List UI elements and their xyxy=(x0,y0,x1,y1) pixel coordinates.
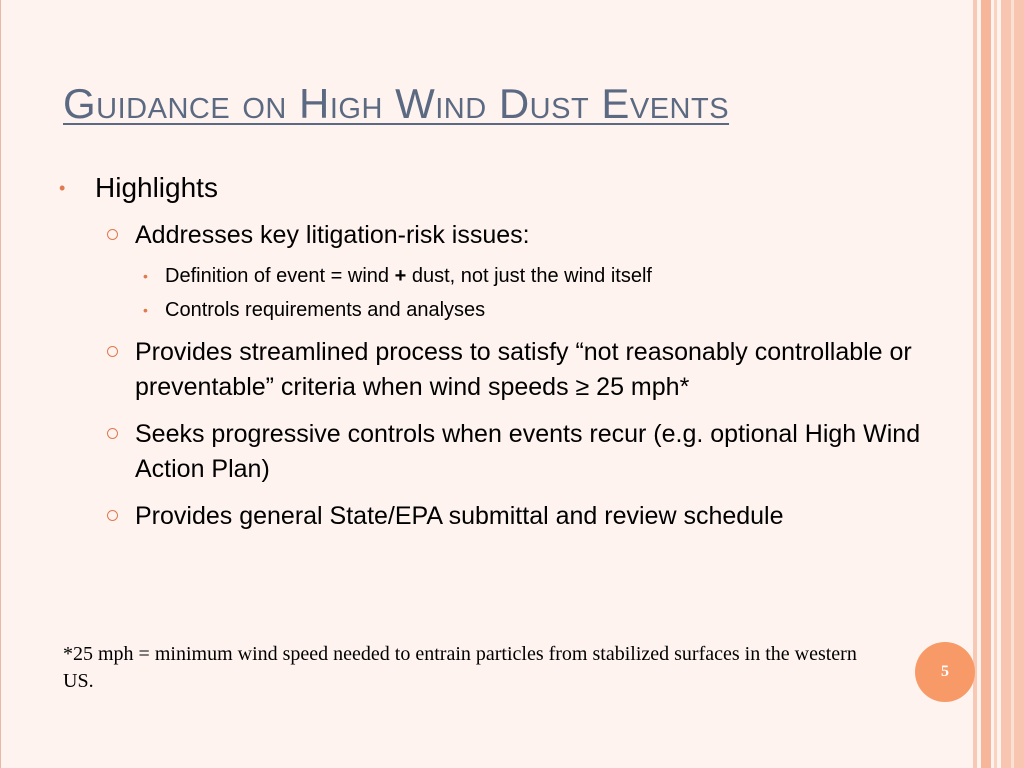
bullet-circle-icon xyxy=(107,428,118,439)
page-number-badge: 5 xyxy=(915,642,975,702)
bullet-item-controls-requirements xyxy=(59,297,939,323)
decorative-stripe xyxy=(981,0,991,768)
bullet-dot-icon: • xyxy=(143,302,148,318)
decorative-stripe xyxy=(994,0,997,768)
bullet-text: Provides streamlined process to satisfy “not reasonably controllable or preventable” criteria when wind speeds ≥ 25 mph* xyxy=(135,338,912,401)
bullet-item-highlights xyxy=(59,170,939,206)
plus-sign: + xyxy=(394,265,407,287)
bullet-item-definition-of-event xyxy=(59,263,939,289)
bullet-list xyxy=(59,170,939,534)
bullet-text: Seeks progressive controls when events recur (e.g. optional High Wind Action Plan) xyxy=(135,420,921,483)
decorative-stripe xyxy=(973,0,977,768)
bullet-circle-icon xyxy=(107,346,118,357)
bullet-item-addresses-key-issues xyxy=(59,218,939,253)
footnote: *25 mph = minimum wind speed needed to entrain particles from stabilized surfaces in the western US. xyxy=(63,643,857,692)
bullet-text: Definition of event = wind xyxy=(165,265,395,287)
decorative-stripe xyxy=(1011,0,1014,768)
slide-title: Guidance on High Wind Dust Events xyxy=(63,80,730,127)
bullet-item-streamlined-process xyxy=(59,335,939,405)
bullet-text: Controls requirements and analyses xyxy=(165,299,486,321)
bullet-dot-icon: • xyxy=(59,178,66,198)
bullet-text: Provides general State/EPA submittal and review schedule xyxy=(135,502,784,530)
bullet-dot-icon: • xyxy=(143,268,148,284)
bullet-text-rest: dust, not just the wind itself xyxy=(406,265,652,287)
bullet-circle-icon xyxy=(107,229,118,240)
bullet-circle-icon xyxy=(107,510,118,521)
bullet-item-progressive-controls xyxy=(59,417,939,487)
bullet-text: Addresses key litigation-risk issues: xyxy=(135,221,530,249)
bullet-text: Highlights xyxy=(95,172,218,203)
bullet-item-submittal-schedule xyxy=(59,499,939,534)
